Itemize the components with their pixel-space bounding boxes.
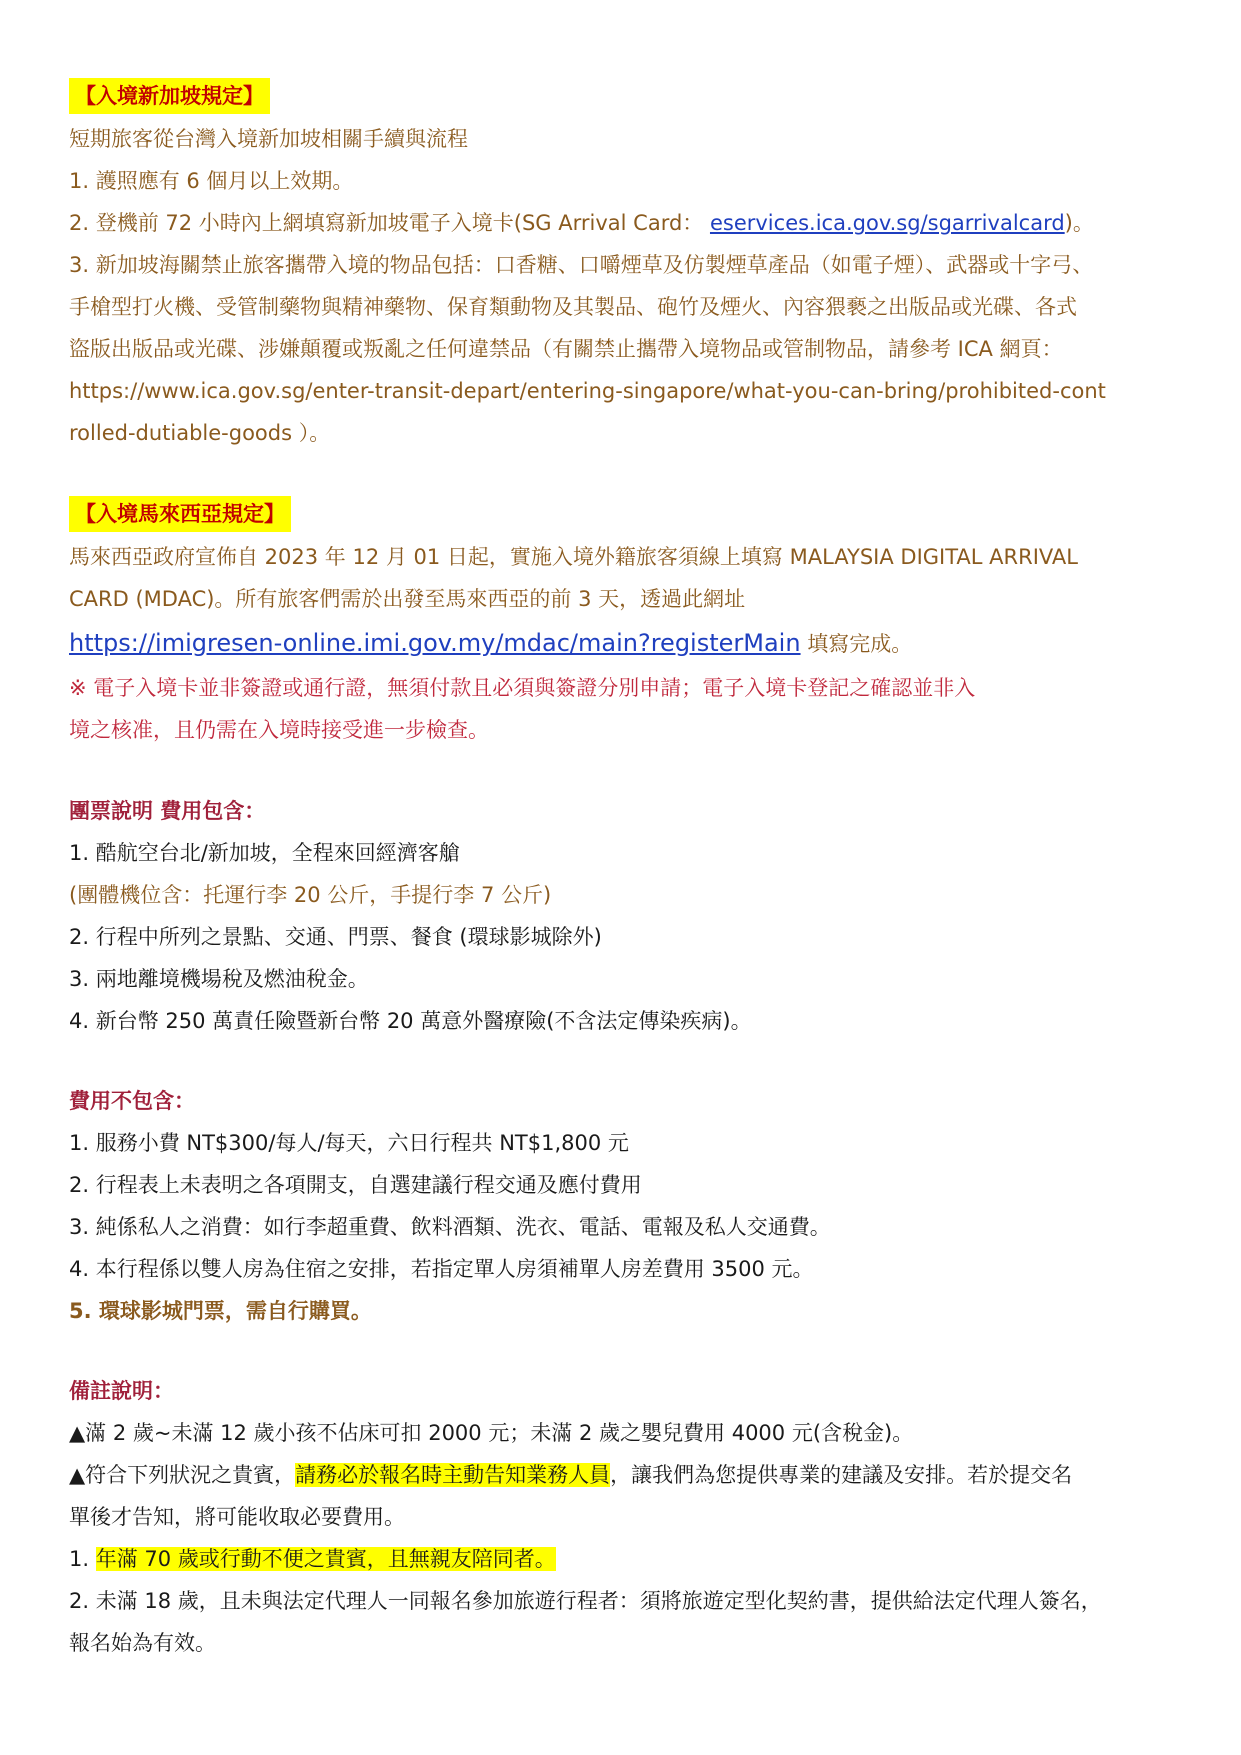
singapore-heading: 【入境新加坡規定】	[69, 78, 270, 114]
sg-arrival-card-link[interactable]: eservices.ica.gov.sg/sgarrivalcard	[709, 211, 1065, 235]
remarks-highlight: 請務必於報名時主動告知業務人員	[295, 1463, 611, 1487]
malaysia-section	[69, 496, 1179, 751]
included-item: 1. 酷航空台北/新加坡，全程來回經濟客艙	[69, 841, 460, 865]
excluded-section	[69, 1080, 1179, 1332]
singapore-item-1: 1. 護照應有 6 個月以上效期。	[69, 169, 354, 193]
included-item: 4. 新台幣 250 萬責任險暨新台幣 20 萬意外醫療險(不含法定傳染疾病)。	[69, 1009, 752, 1033]
remarks-line: 單後才告知，將可能收取必要費用。	[69, 1505, 405, 1529]
excluded-item: 1. 服務小費 NT$300/每人/每天，六日行程共 NT$1,800 元	[69, 1131, 629, 1155]
remarks-line: ▲滿 2 歲~未滿 12 歲小孩不佔床可扣 2000 元；未滿 2 歲之嬰兒費用 4000 元(含稅金)。	[69, 1421, 914, 1445]
included-item: 2. 行程中所列之景點、交通、門票、餐食 (環球影城除外)	[69, 925, 602, 949]
remarks-text: ▲符合下列狀況之貴賓，	[69, 1463, 296, 1487]
singapore-item-2	[69, 202, 1179, 244]
excluded-item: 2. 行程表上未表明之各項開支，自選建議行程交通及應付費用	[69, 1173, 642, 1197]
excluded-heading: 費用不包含：	[69, 1089, 195, 1113]
included-item: 3. 兩地離境機場稅及燃油稅金。	[69, 967, 369, 991]
malaysia-heading: 【入境馬來西亞規定】	[69, 496, 291, 532]
malaysia-note: ※ 電子入境卡並非簽證或通行證，無須付款且必須與簽證分別申請；電子入境卡登記之確認並非入	[69, 676, 976, 700]
malaysia-link-line	[69, 620, 1179, 667]
ica-url-text: https://www.ica.gov.sg/enter-transit-depart/entering-singapore/what-you-can-bring/prohibited-cont	[69, 379, 1106, 403]
included-section	[69, 790, 1179, 1042]
singapore-section	[69, 78, 1179, 454]
included-heading: 團票說明 費用包含：	[69, 799, 266, 823]
malaysia-link-suffix: 填寫完成。	[800, 632, 913, 656]
singapore-item-3-line: 盜版出版品或光碟、涉嫌顛覆或叛亂之任何違禁品（有關禁止攜帶入境物品或管制物品，請參考 ICA 網頁：	[69, 337, 1063, 361]
included-item: (團體機位含：托運行李 20 公斤，手提行李 7 公斤)	[69, 883, 552, 907]
remarks-heading: 備註說明：	[69, 1379, 174, 1403]
remarks-text: ，讓我們為您提供專業的建議及安排。若於提交名	[610, 1463, 1073, 1487]
excluded-item: 3. 純係私人之消費：如行李超重費、飲料酒類、洗衣、電話、電報及私人交通費。	[69, 1215, 831, 1239]
remarks-line	[69, 1538, 1179, 1580]
malaysia-note: 境之核准，且仍需在入境時接受進一步檢查。	[69, 718, 489, 742]
remarks-section	[69, 1370, 1179, 1664]
singapore-item-3-line: 3. 新加坡海關禁止旅客攜帶入境的物品包括：口香糖、口嚼煙草及仿製煙草產品（如電子煙）、武器或十字弓、	[69, 253, 1094, 277]
remarks-line: 報名始為有效。	[69, 1631, 216, 1655]
malaysia-line: 馬來西亞政府宣佈自 2023 年 12 月 01 日起，實施入境外籍旅客須線上填寫 MALAYSIA DIGITAL ARRIVAL	[69, 545, 1079, 569]
ica-url-text-end: rolled-dutiable-goods ）。	[69, 421, 331, 445]
singapore-item-3-line: 手槍型打火機、受管制藥物與精神藥物、保育類動物及其製品、砲竹及煙火、內容猥褻之出版品或光碟、各式	[69, 295, 1077, 319]
malaysia-line: CARD (MDAC)。所有旅客們需於出發至馬來西亞的前 3 天，透過此網址	[69, 587, 746, 611]
singapore-item-2-end: )。	[1064, 211, 1094, 235]
excluded-item: 5. 環球影城門票，需自行購買。	[69, 1299, 372, 1323]
remarks-line	[69, 1454, 1179, 1496]
singapore-intro: 短期旅客從台灣入境新加坡相關手續與流程	[69, 127, 468, 151]
remarks-number: 1.	[69, 1547, 96, 1571]
excluded-item: 4. 本行程係以雙人房為住宿之安排，若指定單人房須補單人房差費用 3500 元。	[69, 1257, 814, 1281]
singapore-item-2-text: 2. 登機前 72 小時內上網填寫新加坡電子入境卡(SG Arrival Card：	[69, 211, 710, 235]
mdac-link[interactable]: https://imigresen-online.imi.gov.my/mdac/main?registerMain	[69, 629, 801, 657]
remarks-highlight: 年滿 70 歲或行動不便之貴賓，且無親友陪同者。	[95, 1547, 556, 1571]
remarks-line: 2. 未滿 18 歲，且未與法定代理人一同報名參加旅遊行程者：須將旅遊定型化契約書，提供給法定代理人簽名，	[69, 1589, 1102, 1613]
